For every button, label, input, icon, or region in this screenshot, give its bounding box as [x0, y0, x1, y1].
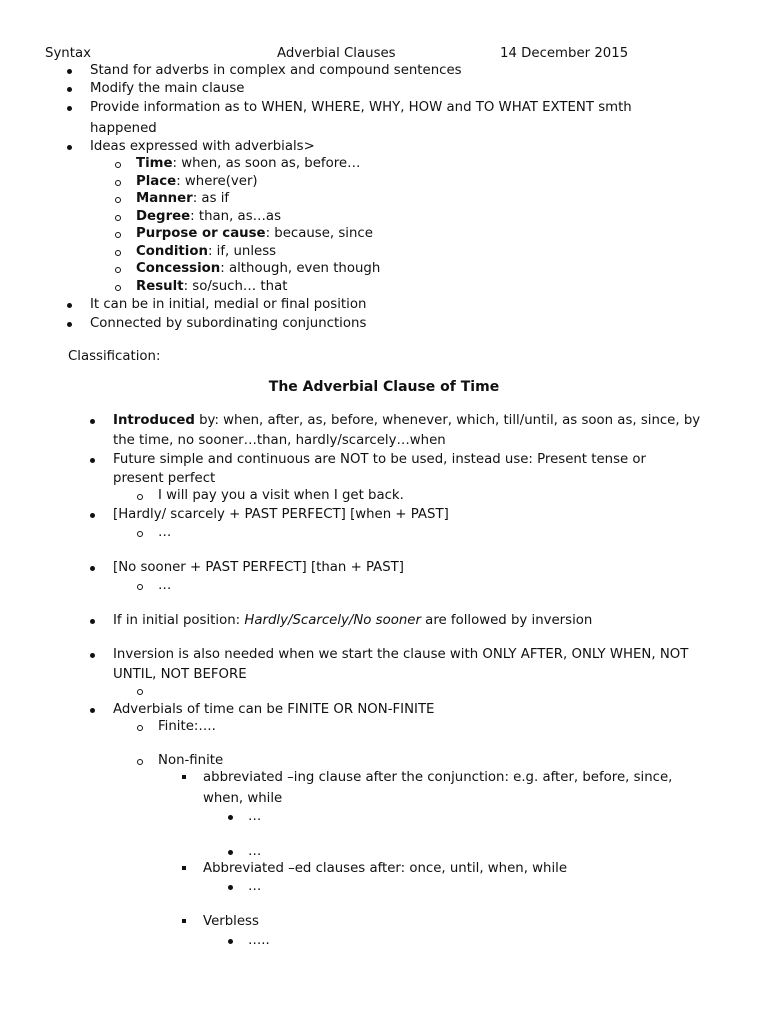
time-finite: Finite:….: [158, 719, 216, 734]
idea-degree: Degree: than, as…as: [136, 209, 281, 224]
nonfinite-ing: abbreviated –ing clause after the conjunction: e.g. after, before, since,: [203, 770, 673, 785]
square-bullet-icon: [182, 919, 186, 923]
idea-time: Time: when, as soon as, before…: [136, 156, 361, 171]
classification-label: Classification:: [68, 349, 161, 364]
bullet-icon: [67, 303, 72, 308]
bullet-icon: [90, 653, 95, 658]
circle-bullet-icon: [137, 531, 143, 537]
bullet-icon: [228, 850, 233, 855]
bullet-icon: [228, 815, 233, 820]
circle-bullet-icon: [115, 250, 121, 256]
time-hardly: [Hardly/ scarcely + PAST PERFECT] [when + PAST]: [113, 507, 449, 522]
intro-item: Stand for adverbs in complex and compound sentences: [90, 63, 462, 78]
intro-item: It can be in initial, medial or final position: [90, 297, 367, 312]
intro-item: Provide information as to WHEN, WHERE, WHY, HOW and TO WHAT EXTENT smth: [90, 100, 632, 115]
circle-bullet-icon: [137, 759, 143, 765]
placeholder-ellipsis: …: [248, 809, 262, 824]
idea-result: Result: so/such… that: [136, 279, 288, 294]
header-date: 14 December 2015: [500, 46, 629, 61]
bullet-icon: [67, 145, 72, 150]
placeholder-ellipsis: …..: [248, 933, 270, 948]
time-nonfinite: Non-finite: [158, 753, 224, 768]
circle-bullet-icon: [115, 232, 121, 238]
time-future: Future simple and continuous are NOT to be used, instead use: Present tense or: [113, 452, 647, 467]
header-subject: Syntax: [45, 46, 91, 61]
bullet-icon: [90, 619, 95, 624]
bullet-icon: [228, 939, 233, 944]
intro-item: Ideas expressed with adverbials>: [90, 139, 315, 154]
bullet-icon: [67, 322, 72, 327]
idea-concession: Concession: although, even though: [136, 261, 381, 276]
intro-item-cont: happened: [90, 121, 157, 136]
bullet-icon: [67, 69, 72, 74]
intro-item: Connected by subordinating conjunctions: [90, 316, 367, 331]
nonfinite-ing-cont: when, while: [203, 791, 283, 806]
section-title: The Adverbial Clause of Time: [268, 379, 500, 395]
circle-bullet-icon: [115, 162, 121, 168]
circle-bullet-icon: [115, 285, 121, 291]
circle-bullet-icon: [137, 725, 143, 731]
circle-bullet-icon: [115, 215, 121, 221]
idea-manner: Manner: as if: [136, 191, 230, 206]
time-inversion: Inversion is also needed when we start the clause with ONLY AFTER, ONLY WHEN, NOT: [113, 647, 689, 662]
circle-bullet-icon: [115, 180, 121, 186]
header-title: Adverbial Clauses: [277, 46, 396, 61]
square-bullet-icon: [182, 775, 186, 779]
bullet-icon: [228, 885, 233, 890]
placeholder-ellipsis: …: [248, 844, 262, 859]
time-inversion-cont: UNTIL, NOT BEFORE: [113, 667, 247, 682]
circle-bullet-icon: [137, 689, 143, 695]
bullet-icon: [67, 106, 72, 111]
placeholder-ellipsis: …: [158, 525, 172, 540]
bullet-icon: [90, 419, 95, 424]
circle-bullet-icon: [115, 267, 121, 273]
circle-bullet-icon: [115, 197, 121, 203]
bullet-icon: [90, 513, 95, 518]
bullet-icon: [90, 566, 95, 571]
time-introduced: Introduced by: when, after, as, before, whenever, which, till/until, as soon as, since, by: [113, 413, 701, 428]
idea-place: Place: where(ver): [136, 174, 258, 189]
intro-item: Modify the main clause: [90, 81, 245, 96]
idea-condition: Condition: if, unless: [136, 244, 277, 259]
time-future-cont: present perfect: [113, 471, 216, 486]
bullet-icon: [90, 708, 95, 713]
square-bullet-icon: [182, 866, 186, 870]
bullet-icon: [67, 87, 72, 92]
idea-purpose: Purpose or cause: because, since: [136, 226, 373, 241]
time-finite-question: Adverbials of time can be FINITE OR NON-FINITE: [113, 702, 435, 717]
time-introduced-cont: the time, no sooner…than, hardly/scarcely…when: [113, 433, 446, 448]
time-nosooner: [No sooner + PAST PERFECT] [than + PAST]: [113, 560, 404, 575]
nonfinite-verbless: Verbless: [203, 914, 259, 929]
bullet-icon: [90, 458, 95, 463]
time-future-example: I will pay you a visit when I get back.: [158, 488, 404, 503]
placeholder-ellipsis: …: [158, 578, 172, 593]
circle-bullet-icon: [137, 494, 143, 500]
placeholder-ellipsis: …: [248, 879, 262, 894]
circle-bullet-icon: [137, 584, 143, 590]
nonfinite-ed: Abbreviated –ed clauses after: once, until, when, while: [203, 861, 568, 876]
time-initial: If in initial position: Hardly/Scarcely/No sooner are followed by inversion: [113, 613, 593, 628]
